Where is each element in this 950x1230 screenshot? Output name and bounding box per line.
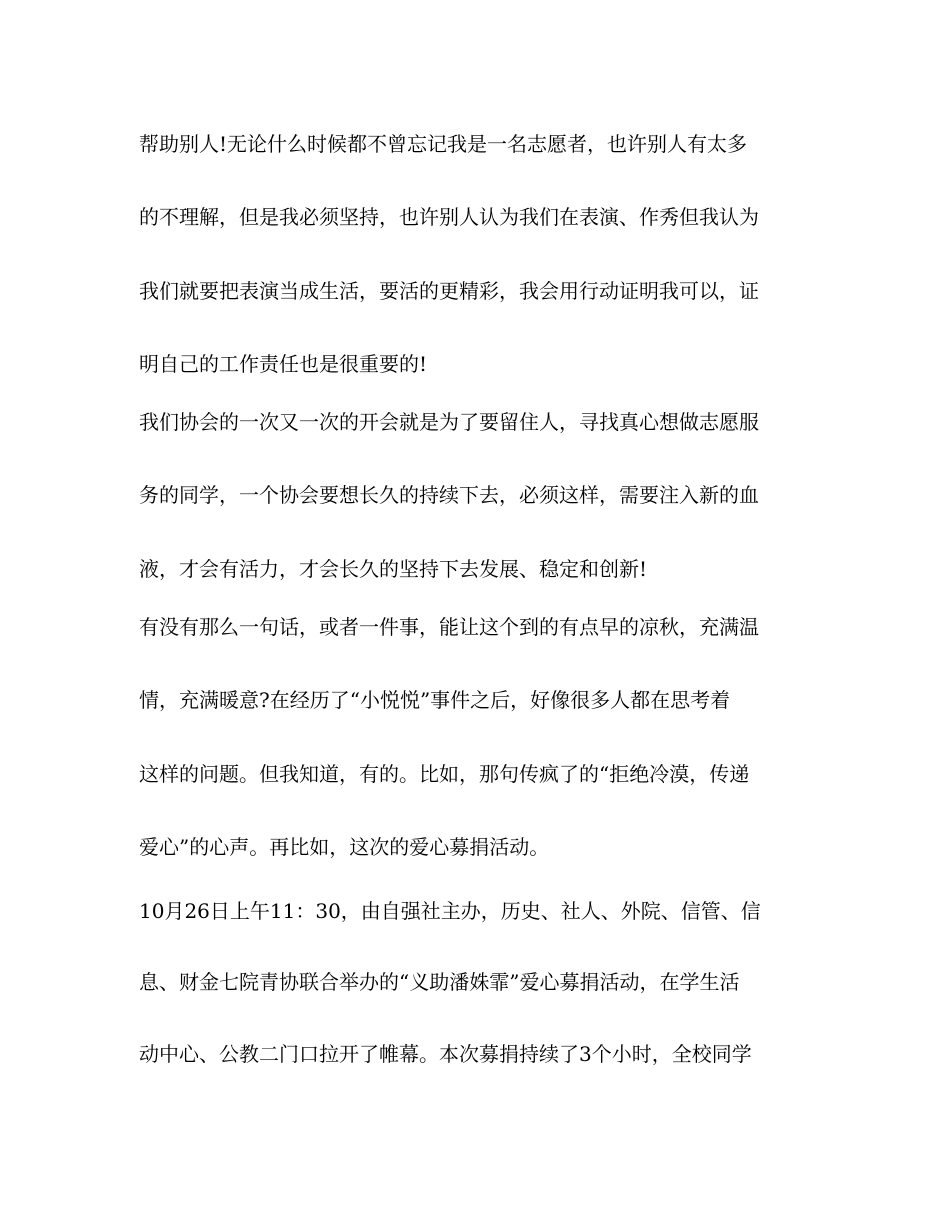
paragraph-1-line-3: 我们就要把表演当成生活，要活的更精彩，我会用行动证明我可以，证 bbox=[139, 279, 759, 303]
paragraph-2-line-2: 务的同学，一个协会要想长久的持续下去，必须这样，需要注入新的血 bbox=[139, 483, 759, 507]
paragraph-3-line-3: 这样的问题。但我知道，有的。比如，那句传疯了的“拒绝冷漠，传递 bbox=[139, 762, 750, 786]
paragraph-4-line-3: 动中心、公教二门口拉开了帷幕。本次募捐持续了3个小时，全校同学 bbox=[139, 1042, 752, 1066]
paragraph-4-line-2: 息、财金七院青协联合举办的“义助潘姝霏”爱心募捐活动，在学生活 bbox=[139, 970, 740, 994]
paragraph-2-line-3: 液，才会有活力，才会长久的坚持下去发展、稳定和创新! bbox=[139, 557, 648, 581]
paragraph-3-line-4: 爱心”的心声。再比如，这次的爱心募捐活动。 bbox=[139, 835, 550, 859]
paragraph-3-line-2: 情，充满暖意?在经历了“小悦悦”事件之后，好像很多人都在思考着 bbox=[139, 688, 731, 712]
paragraph-3-line-1: 有没有那么一句话，或者一件事，能让这个到的有点早的凉秋，充满温 bbox=[139, 615, 759, 639]
paragraph-2-line-1: 我们协会的一次又一次的开会就是为了要留住人，寻找真心想做志愿服 bbox=[139, 410, 759, 434]
paragraph-1-line-2: 的不理解，但是我必须坚持，也许别人认为我们在表演、作秀但我认为 bbox=[139, 205, 759, 229]
paragraph-4-line-1: 10月26日上午11：30，由自强社主办，历史、社人、外院、信管、信 bbox=[139, 899, 761, 923]
paragraph-1-line-4: 明自己的工作责任也是很重要的! bbox=[139, 352, 428, 376]
paragraph-1-line-1: 帮助别人!无论什么时候都不曾忘记我是一名志愿者，也许别人有太多 bbox=[139, 132, 748, 156]
